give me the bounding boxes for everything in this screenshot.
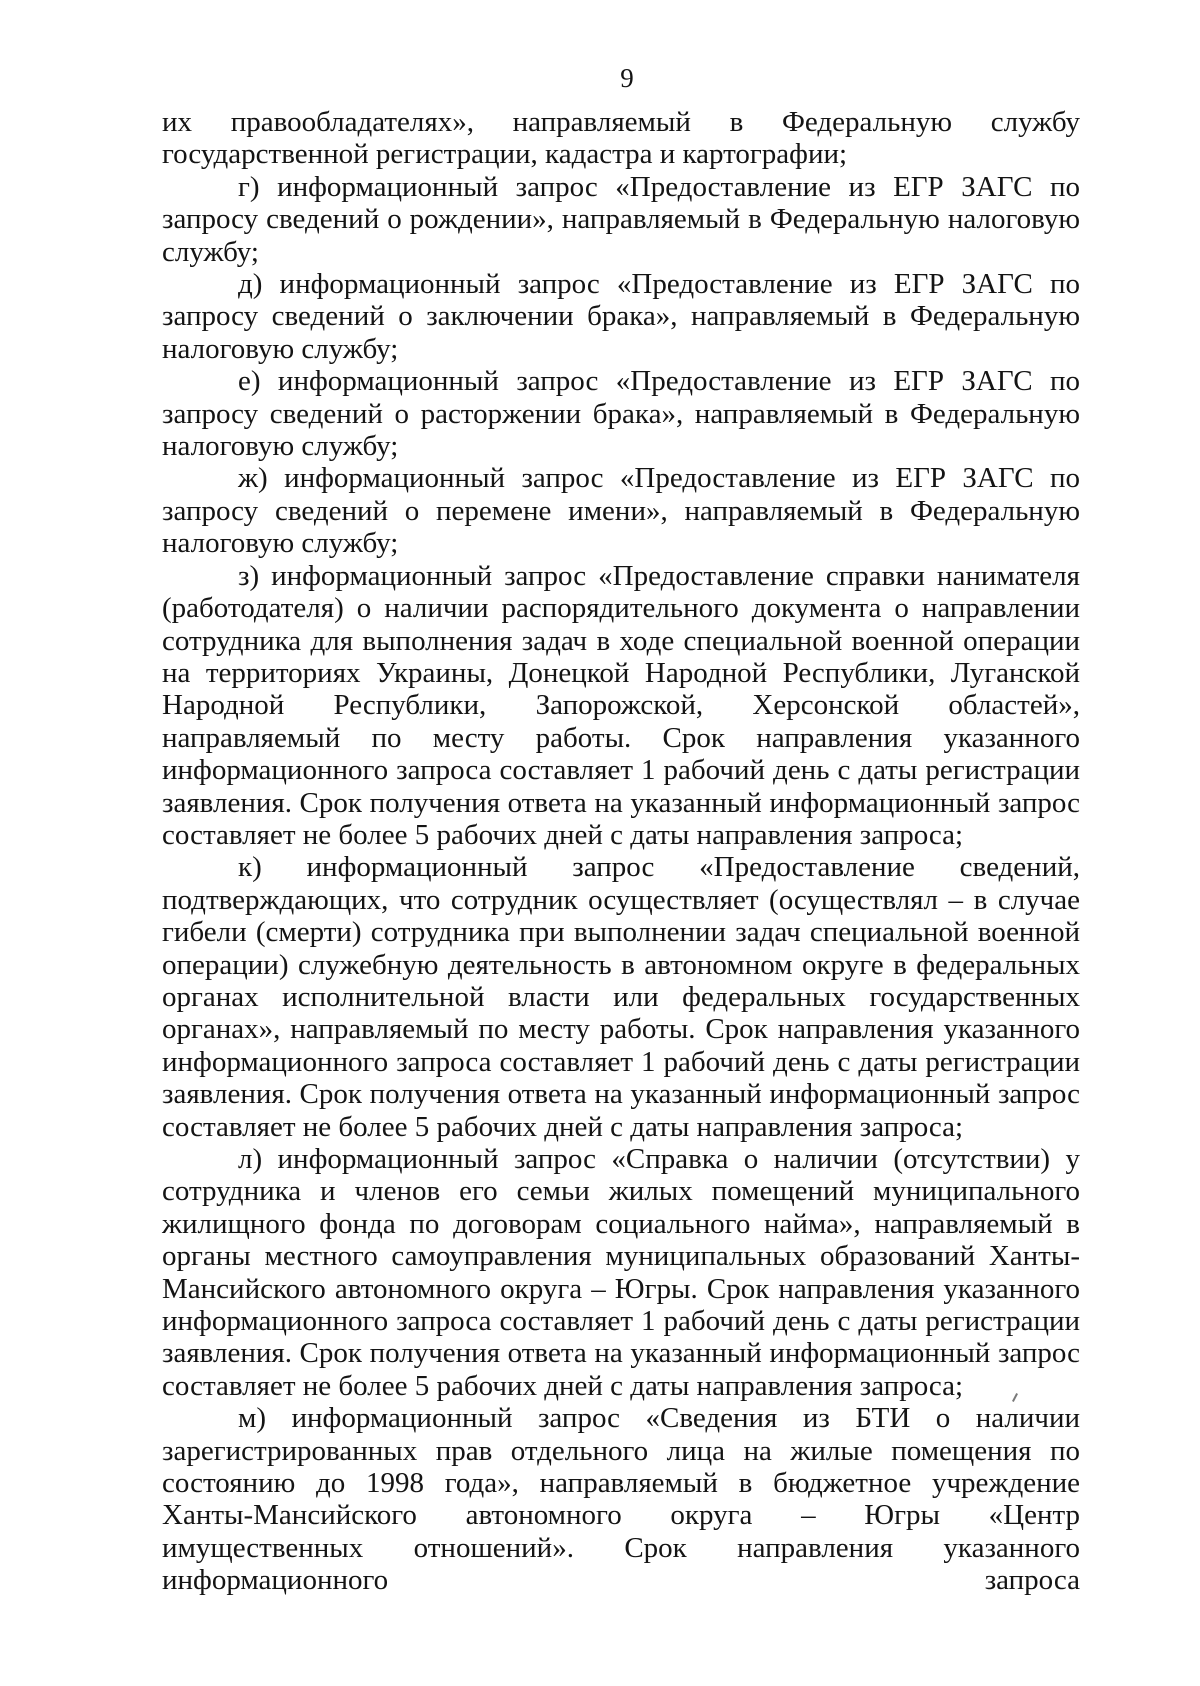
paragraph-item-z: з) информационный запрос «Предоставление справки нанимателя (работодателя) о наличии распорядительного документа о направлении сотрудника для выполнения задач в ходе специальной военной операции на территориях Украины, Донецкой Народной Республики, Луганской Народной Республики, Запорожской, Херсонской областей», направляемый по месту работы. Срок направления указанного информационного запроса составляет 1 рабочий день с даты регистрации заявления. Срок получения ответа на указанный информационный запрос составляет не более 5 рабочих дней с даты направления запроса; (162, 559, 1080, 851)
document-body (162, 106, 1080, 1597)
paragraph-continuation: их правообладателях», направляемый в Федеральную службу государственной регистрации, кадастра и картографии; (162, 106, 1080, 171)
paragraph-item-m: м) информационный запрос «Сведения из БТИ о наличии зарегистрированных прав отдельного лица на жилые помещения по состоянию до 1998 года», направляемый в бюджетное учреждение Ханты-Мансийского автономного округа – Югры «Центр имущественных отношений». Срок направления указанного информационного запроса (162, 1402, 1080, 1597)
paragraph-item-l: л) информационный запрос «Справка о наличии (отсутствии) у сотрудника и членов его семьи жилых помещений муниципального жилищного фонда по договорам социального найма», направляемый в органы местного самоуправления муниципальных образований Ханты-Мансийского автономного округа – Югры. Срок направления указанного информационного запроса составляет 1 рабочий день с даты регистрации заявления. Срок получения ответа на указанный информационный запрос составляет не более 5 рабочих дней с даты направления запроса; (162, 1143, 1080, 1402)
paragraph-item-d: д) информационный запрос «Предоставление из ЕГР ЗАГС по запросу сведений о заключении брака», направляемый в Федеральную налоговую службу; (162, 268, 1080, 365)
paragraph-item-e: е) информационный запрос «Предоставление из ЕГР ЗАГС по запросу сведений о расторжении брака», направляемый в Федеральную налоговую службу; (162, 365, 1080, 463)
paragraph-item-zh: ж) информационный запрос «Предоставление из ЕГР ЗАГС по запросу сведений о перемене имени», направляемый в Федеральную налоговую службу; (162, 462, 1080, 560)
page-number: 9 (620, 63, 634, 93)
paragraph-item-g: г) информационный запрос «Предоставление из ЕГР ЗАГС по запросу сведений о рождении», направляемый в Федеральную налоговую службу; (162, 170, 1080, 268)
paragraph-item-k: к) информационный запрос «Предоставление сведений, подтверждающих, что сотрудник осуществляет (осуществлял – в случае гибели (смерти) сотрудника при выполнении задач специальной военной операции) служебную деятельность в автономном округе в федеральных органах исполнительной власти или федеральных государственных органах», направляемый по месту работы. Срок направления указанного информационного запроса составляет 1 рабочий день с даты регистрации заявления. Срок получения ответа на указанный информационный запрос составляет не более 5 рабочих дней с даты направления запроса; (162, 851, 1080, 1143)
